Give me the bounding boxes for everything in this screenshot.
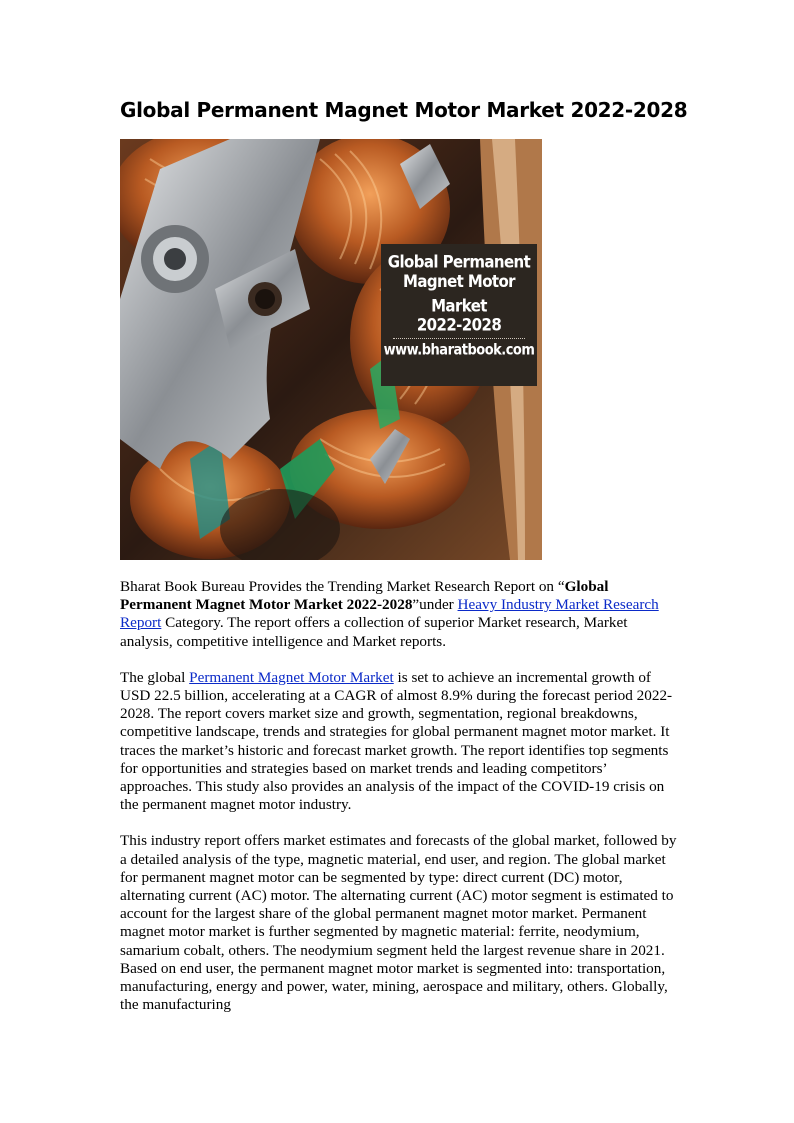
banner-url: www.bharatbook.com bbox=[383, 341, 535, 360]
intro-text-2: ”under bbox=[412, 596, 458, 614]
page-title: Global Permanent Magnet Motor Market 2022-2028 bbox=[120, 98, 688, 122]
market-text-2: is set to achieve an incremental growth of USD 22.5 billion, accelerating at a CAGR of almost 8.9% during the forecast period 2022-2028. The report covers market size and growth, segmentation, regional breakdowns, competitive landscape, trends and strategies for global permanent magnet motor market. It traces the market’s historic and forecast market growth. The report identifies top segments for opportunities and strategies based on market trends and leading competitors’ approaches. This study also provides an analysis of the impact of the COVID-19 crisis on the permanent magnet motor industry. bbox=[120, 668, 673, 814]
intro-text: Bharat Book Bureau Provides the Trending Market Research Report on “ bbox=[120, 578, 565, 595]
heavy-industry-link[interactable]: Heavy Industry Market Research Report bbox=[120, 596, 659, 632]
banner-line-3: 2022-2028 bbox=[416, 314, 502, 336]
pm-motor-market-link[interactable]: Permanent Magnet Motor Market bbox=[189, 668, 394, 686]
banner-divider bbox=[393, 338, 525, 339]
segmentation-paragraph: This industry report offers market estimates and forecasts of the global market, followed by a detailed analysis of the type, magnetic material, end user, and region. The global market for permanent magnet motor can be segmented by type: direct current (DC) motor, alternating current (AC) motor. The alternating current (AC) motor segment is estimated to account for the largest share of the global permanent magnet motor market. Permanent magnet motor market is further segmented by magnetic material: ferrite, neodymium, samarium cobalt, others. The neodymium segment held the largest revenue share in 2021. Based on end user, the permanent magnet motor market is segmented into: transportation, manufacturing, energy and power, water, mining, aerospace and military, others. Globally, the manufacturing bbox=[120, 832, 677, 1014]
banner-line-2: Magnet Motor Market bbox=[403, 271, 515, 316]
article-body bbox=[120, 578, 680, 1032]
intro-paragraph bbox=[120, 578, 680, 651]
intro-text-3: Category. The report offers a collection of superior Market research, Market analysis, competitive intelligence and Market reports. bbox=[120, 614, 628, 650]
report-title-bold: Global Permanent Magnet Motor Market 2022-2028 bbox=[120, 578, 609, 614]
banner-line-1: Global Permanent bbox=[387, 251, 531, 273]
market-paragraph bbox=[120, 669, 680, 815]
market-text: The global bbox=[120, 668, 190, 686]
cover-banner bbox=[381, 244, 537, 386]
